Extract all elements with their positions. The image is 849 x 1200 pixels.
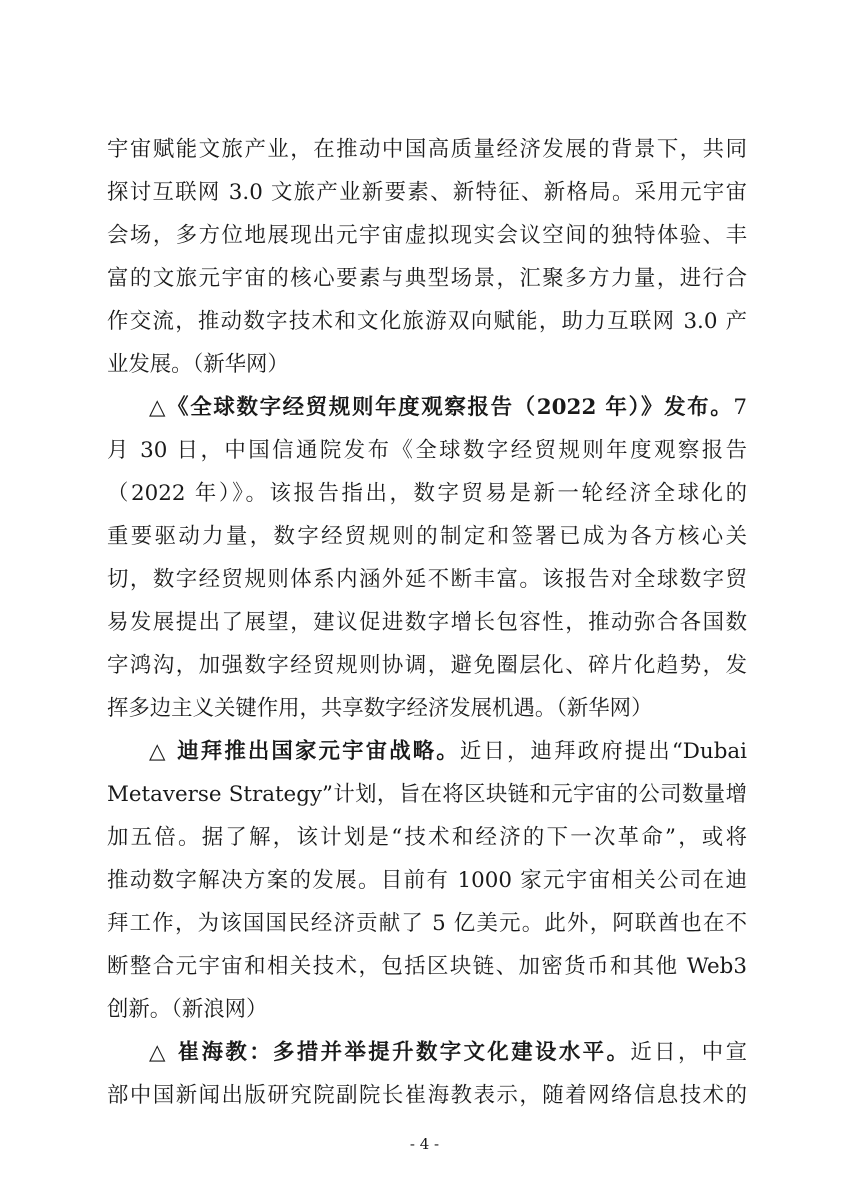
heading-continuation: 7 [733,395,747,420]
text-line [107,730,747,773]
paragraph-dubai-metaverse [107,730,747,1031]
text-line: 加五倍。据了解，该计划是“技术和经济的下一次革命”，或将 [107,825,747,850]
text-line [107,1031,747,1074]
text-line: 字鸿沟，加强数字经贸规则协调，避免圈层化、碎片化趋势，发 [107,653,747,678]
heading-continuation: 近日，中宣 [630,1040,747,1065]
paragraph-cui-haijiao [107,1031,747,1117]
text-line: 拜工作，为该国国民经济贡献了 5 亿美元。此外，阿联酋也在不 [107,911,747,936]
text-line: 探讨互联网 3.0 文旅产业新要素、新特征、新格局。采用元宇宙 [107,180,747,205]
text-line: 切，数字经贸规则体系内涵外延不断丰富。该报告对全球数字贸 [107,567,747,592]
paragraph-heading: △ 迪拜推出国家元宇宙战略。 [149,739,460,764]
text-line: （2022 年）》。该报告指出，数字贸易是新一轮经济全球化的 [107,481,747,506]
text-line: 重要驱动力量，数字经贸规则的制定和签署已成为各方核心关 [107,524,747,549]
paragraph-digital-trade-report [107,386,747,730]
text-line: 会场，多方位地展现出元宇宙虚拟现实会议空间的独特体验、丰 [107,223,747,248]
paragraph-heading: △ 崔海教：多措并举提升数字文化建设水平。 [149,1040,631,1065]
text-line [107,386,747,429]
paragraph-heading: △《全球数字经贸规则年度观察报告（2022 年）》发布。 [149,395,734,420]
paragraph-metaverse-tourism [107,128,747,386]
text-line: 作交流，推动数字技术和文化旅游双向赋能，助力互联网 3.0 产 [107,309,747,334]
text-line: 断整合元宇宙和相关技术，包括区块链、加密货币和其他 Web3 [107,954,747,979]
text-line: 创新。（新浪网） [107,997,268,1022]
text-line: 推动数字解决方案的发展。目前有 1000 家元宇宙相关公司在迪 [107,868,747,893]
text-line: 业发展。（新华网） [107,352,289,377]
text-line: 挥多边主义关键作用，共享数字经济发展机遇。（新华网） [107,696,653,721]
page-number: - 4 - [409,1135,440,1153]
heading-continuation: 近日，迪拜政府提出“Dubai [459,739,747,764]
text-line: 易发展提出了展望，建议促进数字增长包容性，推动弥合各国数 [107,610,747,635]
text-line: Metaverse Strategy”计划，旨在将区块链和元宇宙的公司数量增 [107,782,747,807]
text-line: 富的文旅元宇宙的核心要素与典型场景，汇聚多方力量，进行合 [107,266,747,291]
document-body [107,128,747,1117]
text-line: 月 30 日，中国信通院发布《全球数字经贸规则年度观察报告 [107,438,747,463]
text-line: 宇宙赋能文旅产业，在推动中国高质量经济发展的背景下，共同 [107,137,747,162]
text-line: 部中国新闻出版研究院副院长崔海教表示，随着网络信息技术的 [107,1083,747,1108]
